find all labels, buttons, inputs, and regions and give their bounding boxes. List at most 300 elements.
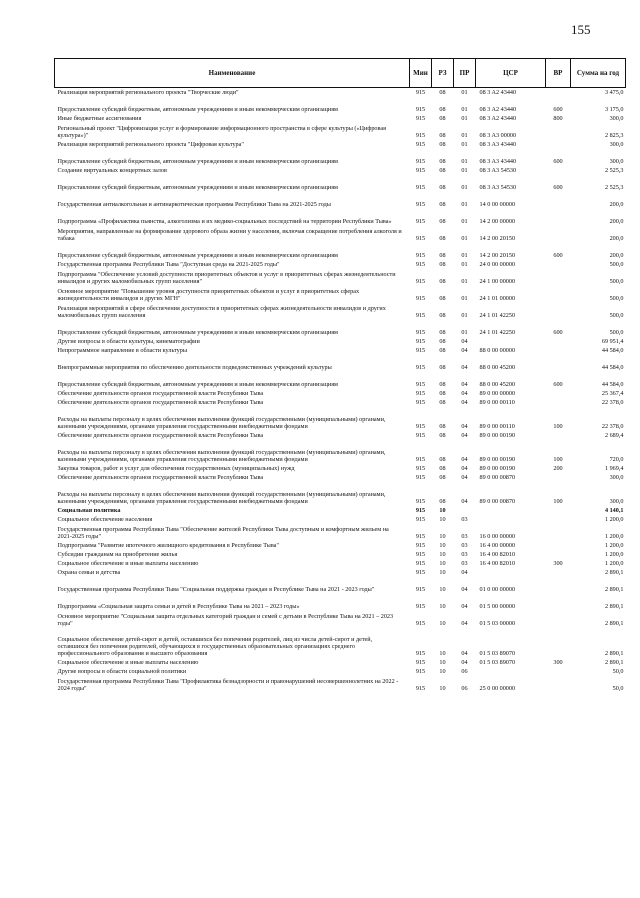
- cell-pr: 03: [461, 533, 468, 541]
- cell-name: Государственная программа Республики Тыва "Доступная среда на 2021-2025 годы": [57, 261, 280, 269]
- cell-sum: 200,0: [609, 252, 624, 260]
- table-row: [55, 550, 626, 559]
- cell-sum: 1 200,0: [604, 551, 624, 559]
- cell-min: 915: [415, 603, 426, 611]
- cell-vr: [546, 389, 571, 398]
- cell-csr: 24 1 01 00000: [479, 295, 516, 303]
- cell-vr: 600: [553, 381, 563, 389]
- cell-csr: 89 0 00 00190: [479, 465, 516, 473]
- cell-csr: 16 4 00 82010: [479, 560, 516, 568]
- cell-min: 915: [415, 399, 426, 407]
- cell-sum: 300,0: [609, 158, 624, 166]
- table-row: [55, 149, 626, 166]
- cell-pr: 04: [461, 659, 468, 667]
- cell-min: 915: [415, 338, 426, 346]
- cell-rz: 08: [439, 329, 446, 337]
- table-row: [55, 658, 626, 667]
- cell-sum: 500,0: [609, 295, 624, 303]
- page-number: 155: [571, 22, 591, 37]
- cell-pr: 01: [461, 201, 468, 209]
- cell-name: Обеспечение деятельности органов государственной власти Республики Тыва: [57, 474, 264, 482]
- cell-csr: 14 2 00 20150: [479, 235, 516, 243]
- cell-sum: 22 378,0: [601, 399, 624, 407]
- cell-rz: 10: [439, 685, 446, 693]
- cell-sum: 4 140,1: [604, 507, 624, 515]
- cell-min: 915: [415, 312, 426, 320]
- cell-min: 915: [415, 560, 426, 568]
- cell-pr: 04: [461, 465, 468, 473]
- cell-min: 915: [415, 218, 426, 226]
- cell-min: 915: [415, 474, 426, 482]
- cell-rz: 10: [439, 668, 446, 676]
- cell-csr: 08 3 A3 00000: [479, 132, 517, 140]
- cell-min: 915: [415, 364, 426, 372]
- table-row: [55, 243, 626, 260]
- cell-min: 915: [415, 465, 426, 473]
- cell-sum: 200,0: [609, 235, 624, 243]
- cell-vr: [546, 667, 571, 676]
- cell-vr: 100: [553, 423, 563, 431]
- cell-min: 915: [415, 115, 426, 123]
- cell-vr: [546, 140, 571, 149]
- cell-rz: 08: [439, 106, 446, 114]
- cell-name: Реализация мероприятий регионального проекта "Цифровая культура": [57, 141, 244, 149]
- cell-pr: 01: [461, 235, 468, 243]
- cell-sum: 2 890,1: [604, 569, 624, 577]
- table-row: [55, 192, 626, 209]
- cell-min: 915: [415, 390, 426, 398]
- cell-name: Государственная программа Республики Тыва "Обеспечение жителей Республики Тыва доступным и комфортным жильем на 2021-2025 годы": [57, 526, 389, 541]
- cell-sum: 1 200,0: [604, 533, 624, 541]
- cell-csr: 14 2 00 20150: [479, 252, 516, 260]
- cell-rz: 08: [439, 218, 446, 226]
- cell-csr: 16 0 00 00000: [479, 533, 516, 541]
- cell-name: Субсидии гражданам на приобретение жилья: [57, 551, 178, 559]
- cell-name: Предоставление субсидий бюджетным, автономным учреждениям и иным некоммерческим организациям: [57, 381, 338, 389]
- cell-min: 915: [415, 201, 426, 209]
- cell-csr: 89 0 00 00110: [479, 423, 515, 431]
- cell-pr: 03: [461, 551, 468, 559]
- cell-pr: 01: [461, 167, 468, 175]
- cell-sum: 50,0: [612, 668, 624, 676]
- cell-pr: 04: [461, 456, 468, 464]
- cell-rz: 08: [439, 312, 446, 320]
- cell-rz: 10: [439, 560, 446, 568]
- cell-csr: 08 3 A2 43440: [479, 106, 517, 114]
- cell-min: 915: [415, 507, 426, 515]
- cell-sum: 300,0: [609, 474, 624, 482]
- cell-sum: 2 525,3: [604, 167, 624, 175]
- header-min: Мин: [410, 59, 432, 88]
- cell-vr: [546, 506, 571, 515]
- cell-name: Подпрограмма "Обеспечение условий доступности приоритетных объектов и услуг в приоритетных сферах жизнедеятельности инвалидов и других маломобильных групп населения": [57, 271, 396, 286]
- cell-rz: 08: [439, 201, 446, 209]
- table-row: [55, 286, 626, 303]
- cell-csr: 01 5 03 00000: [479, 620, 516, 628]
- cell-csr: 89 0 00 00000: [479, 390, 516, 398]
- cell-min: 915: [415, 278, 426, 286]
- cell-min: 915: [415, 586, 426, 594]
- cell-name: Обеспечение деятельности органов государственной власти Республики Тыва: [57, 432, 264, 440]
- cell-csr: 24 1 01 42250: [479, 312, 516, 320]
- cell-rz: 08: [439, 423, 446, 431]
- cell-rz: 10: [439, 586, 446, 594]
- cell-vr: 200: [553, 465, 563, 473]
- cell-rz: 10: [439, 533, 446, 541]
- cell-min: 915: [415, 252, 426, 260]
- cell-pr: 06: [461, 685, 468, 693]
- cell-rz: 10: [439, 650, 446, 658]
- cell-csr: 08 3 A3 43440: [479, 141, 517, 149]
- header-pr: ПР: [454, 59, 476, 88]
- cell-csr: 01 0 00 00000: [479, 586, 516, 594]
- cell-sum: 2 890,1: [604, 603, 624, 611]
- cell-csr: 89 0 00 00870: [479, 474, 516, 482]
- cell-pr: 01: [461, 115, 468, 123]
- header-rz: РЗ: [432, 59, 454, 88]
- budget-table-container: [54, 58, 625, 693]
- cell-pr: 01: [461, 158, 468, 166]
- cell-min: 915: [415, 347, 426, 355]
- cell-sum: 2 890,1: [604, 650, 624, 658]
- cell-sum: 1 200,0: [604, 542, 624, 550]
- cell-pr: 04: [461, 364, 468, 372]
- cell-sum: 500,0: [609, 312, 624, 320]
- cell-pr: 06: [461, 668, 468, 676]
- cell-name: Социальная политика: [57, 507, 121, 515]
- cell-sum: 300,0: [609, 141, 624, 149]
- table-row: [55, 97, 626, 114]
- table-row: [55, 431, 626, 440]
- table-row: [55, 594, 626, 611]
- cell-vr: [546, 473, 571, 482]
- cell-sum: 2 525,3: [604, 184, 624, 192]
- cell-csr: 01 5 00 00000: [479, 603, 516, 611]
- cell-min: 915: [415, 685, 426, 693]
- cell-csr: 14 0 00 00000: [479, 201, 516, 209]
- cell-name: Социальное обеспечение и иные выплаты населению: [57, 659, 199, 667]
- cell-csr: 14 2 00 00000: [479, 218, 516, 226]
- cell-pr: 01: [461, 106, 468, 114]
- cell-csr: 24 0 00 00000: [479, 261, 516, 269]
- cell-pr: 04: [461, 432, 468, 440]
- cell-vr: [546, 303, 571, 320]
- cell-rz: 10: [439, 516, 446, 524]
- cell-name: Предоставление субсидий бюджетным, автономным учреждениям и иным некоммерческим организациям: [57, 329, 338, 337]
- cell-sum: 300,0: [609, 115, 624, 123]
- cell-rz: 10: [439, 659, 446, 667]
- cell-min: 915: [415, 432, 426, 440]
- cell-pr: 01: [461, 295, 468, 303]
- cell-name: Иные бюджетные ассигнования: [57, 115, 142, 123]
- table-row: [55, 473, 626, 482]
- cell-rz: 08: [439, 399, 446, 407]
- cell-pr: 04: [461, 586, 468, 594]
- cell-vr: [546, 577, 571, 594]
- cell-min: 915: [415, 533, 426, 541]
- table-row: [55, 372, 626, 389]
- cell-sum: 200,0: [609, 201, 624, 209]
- cell-sum: 1 200,0: [604, 560, 624, 568]
- table-row: [55, 175, 626, 192]
- cell-name: Закупка товаров, работ и услуг для обеспечения государственных (муниципальных) нужд: [57, 465, 295, 473]
- cell-sum: 720,0: [609, 456, 624, 464]
- header-name: Наименование: [55, 59, 410, 88]
- cell-vr: 800: [553, 115, 563, 123]
- cell-vr: 600: [553, 184, 563, 192]
- cell-sum: 500,0: [609, 329, 624, 337]
- cell-name: Предоставление субсидий бюджетным, автономным учреждениям и иным некоммерческим организациям: [57, 184, 338, 192]
- cell-name: Создание виртуальных концертных залов: [57, 167, 167, 175]
- cell-rz: 08: [439, 115, 446, 123]
- cell-pr: 04: [461, 381, 468, 389]
- table-row: [55, 482, 626, 506]
- cell-sum: 200,0: [609, 218, 624, 226]
- cell-min: 915: [415, 106, 426, 114]
- cell-rz: 08: [439, 295, 446, 303]
- cell-pr: 04: [461, 620, 468, 628]
- cell-min: 915: [415, 141, 426, 149]
- table-row: [55, 389, 626, 398]
- table-row: [55, 303, 626, 320]
- cell-name: Реализация мероприятий регионального проекта "Творческие люди": [57, 89, 239, 97]
- cell-vr: [546, 524, 571, 541]
- cell-rz: 08: [439, 347, 446, 355]
- cell-name: Реализация мероприятий в сфере обеспечения доступности в приоритетных сферах жизнедеятельности инвалидов и других маломобильных групп населения: [57, 305, 386, 320]
- cell-pr: 04: [461, 390, 468, 398]
- cell-csr: 01 5 03 89070: [479, 659, 516, 667]
- cell-min: 915: [415, 381, 426, 389]
- cell-vr: 600: [553, 329, 563, 337]
- cell-pr: 04: [461, 569, 468, 577]
- cell-pr: 01: [461, 261, 468, 269]
- cell-sum: 2 890,1: [604, 659, 624, 667]
- cell-min: 915: [415, 498, 426, 506]
- cell-vr: [546, 515, 571, 524]
- cell-vr: 600: [553, 252, 563, 260]
- cell-name: Расходы на выплаты персоналу в целях обеспечения выполнения функций государственными (муниципальными) органами, казенными учреждениями, органами управления государственными внебюджетными фондами: [57, 491, 386, 506]
- cell-name: Расходы на выплаты персоналу в целях обеспечения выполнения функций государственными (муниципальными) органами, казенными учреждениями, органами управления государственными внебюджетными фондами: [57, 449, 386, 464]
- cell-vr: [546, 550, 571, 559]
- cell-vr: [546, 398, 571, 407]
- cell-name: Подпрограмма «Профилактика пьянства, алкоголизма и их медико-социальных последствий на территории Республики Тыва»: [57, 218, 392, 226]
- cell-name: Расходы на выплаты персоналу в целях обеспечения выполнения функций государственными (муниципальными) органами, казенными учреждениями, органами управления государственными внебюджетными фондами: [57, 416, 386, 431]
- cell-csr: 01 5 03 89070: [479, 650, 516, 658]
- cell-name: Обеспечение деятельности органов государственной власти Республики Тыва: [57, 399, 264, 407]
- cell-csr: 25 0 00 00000: [479, 685, 516, 693]
- cell-name: Региональный проект "Цифровизация услуг и формирование информационного пространства в сфере культуры («Цифровая культура»)": [57, 125, 386, 140]
- cell-min: 915: [415, 184, 426, 192]
- cell-name: Предоставление субсидий бюджетным, автономным учреждениям и иным некоммерческим организациям: [57, 106, 338, 114]
- cell-rz: 08: [439, 474, 446, 482]
- cell-sum: 300,0: [609, 498, 624, 506]
- cell-rz: 08: [439, 252, 446, 260]
- cell-min: 915: [415, 89, 426, 97]
- cell-pr: 01: [461, 329, 468, 337]
- header-sum: Сумма на год: [571, 59, 626, 88]
- cell-rz: 10: [439, 603, 446, 611]
- table-row: [55, 320, 626, 337]
- cell-rz: 08: [439, 364, 446, 372]
- cell-rz: 08: [439, 278, 446, 286]
- cell-csr: 16 4 00 00000: [479, 542, 516, 550]
- cell-min: 915: [415, 650, 426, 658]
- cell-rz: 10: [439, 551, 446, 559]
- cell-vr: [546, 123, 571, 140]
- cell-sum: 25 367,4: [601, 390, 624, 398]
- cell-vr: [546, 346, 571, 355]
- cell-vr: 100: [553, 498, 563, 506]
- cell-vr: 300: [553, 659, 563, 667]
- cell-vr: [546, 628, 571, 658]
- cell-pr: 03: [461, 542, 468, 550]
- cell-sum: 1 200,0: [604, 516, 624, 524]
- cell-min: 915: [415, 167, 426, 175]
- cell-sum: 44 584,0: [601, 347, 624, 355]
- cell-csr: [476, 506, 546, 515]
- cell-csr: 08 3 A3 43440: [479, 158, 517, 166]
- cell-sum: 3 475,0: [604, 89, 624, 97]
- cell-csr: [476, 667, 546, 676]
- cell-csr: 24 1 00 00000: [479, 278, 516, 286]
- table-row: [55, 464, 626, 473]
- table-row: [55, 568, 626, 577]
- table-body: [55, 88, 626, 693]
- cell-rz: 08: [439, 235, 446, 243]
- cell-pr: [454, 506, 476, 515]
- cell-vr: [546, 260, 571, 269]
- cell-min: 915: [415, 456, 426, 464]
- cell-name: Социальное обеспечение детей-сирот и детей, оставшихся без попечения родителей, лиц из числа детей-сирот и детей, оставшихся без попечения родителей, обучающихся в государственных образовательных организациях среднего профессионального образования и высшего образования: [57, 635, 373, 658]
- cell-rz: 08: [439, 184, 446, 192]
- cell-vr: [546, 611, 571, 628]
- cell-min: 915: [415, 329, 426, 337]
- cell-rz: 08: [439, 338, 446, 346]
- cell-pr: 03: [461, 560, 468, 568]
- cell-name: Мероприятия, направленные на формирование здорового образа жизни у населения, включая сокращение потребления алкоголя и табака: [57, 228, 402, 243]
- cell-rz: 08: [439, 167, 446, 175]
- cell-pr: 04: [461, 474, 468, 482]
- table-row: [55, 611, 626, 628]
- cell-min: 915: [415, 668, 426, 676]
- cell-pr: 01: [461, 312, 468, 320]
- cell-name: Охрана семьи и детства: [57, 569, 121, 577]
- cell-csr: [476, 515, 546, 524]
- cell-min: 915: [415, 235, 426, 243]
- cell-pr: 04: [461, 423, 468, 431]
- header-csr: ЦСР: [476, 59, 546, 88]
- cell-name: Предоставление субсидий бюджетным, автономным учреждениям и иным некоммерческим организациям: [57, 252, 338, 260]
- cell-vr: [546, 192, 571, 209]
- cell-pr: 01: [461, 278, 468, 286]
- table-row: [55, 398, 626, 407]
- cell-pr: 04: [461, 603, 468, 611]
- cell-min: 915: [415, 261, 426, 269]
- cell-pr: 01: [461, 141, 468, 149]
- table-row: [55, 355, 626, 372]
- cell-vr: 100: [553, 456, 563, 464]
- cell-min: 915: [415, 569, 426, 577]
- cell-min: 915: [415, 542, 426, 550]
- cell-rz: 08: [439, 498, 446, 506]
- cell-csr: 08 3 A2 43440: [479, 115, 517, 123]
- cell-name: Государственная программа Республики Тыва "Социальная поддержка граждан в Республике Тыва на 2021 - 2023 годы": [57, 586, 375, 594]
- cell-name: Обеспечение деятельности органов государственной власти Республики Тыва: [57, 390, 264, 398]
- table-row: [55, 407, 626, 431]
- cell-rz: 10: [439, 542, 446, 550]
- table-row: [55, 559, 626, 568]
- cell-vr: [546, 355, 571, 372]
- budget-table: [54, 58, 626, 693]
- cell-sum: 2 890,1: [604, 586, 624, 594]
- cell-min: 915: [415, 551, 426, 559]
- cell-min: 915: [415, 423, 426, 431]
- cell-min: 915: [415, 132, 426, 140]
- cell-pr: 03: [461, 516, 468, 524]
- cell-vr: [546, 286, 571, 303]
- cell-sum: 2 689,4: [604, 432, 624, 440]
- table-row: [55, 676, 626, 693]
- cell-csr: 08 3 A2 43440: [479, 89, 517, 97]
- cell-name: Основное мероприятие "Повышение уровня доступности приоритетных объектов и услуг в приоритетных сферах жизнедеятельности инвалидов и других МГН": [57, 288, 360, 303]
- cell-vr: 600: [553, 158, 563, 166]
- cell-sum: 44 584,0: [601, 381, 624, 389]
- cell-csr: 08 3 A3 54530: [479, 167, 517, 175]
- cell-min: 915: [415, 295, 426, 303]
- cell-name: Непрограммное направление в области культуры: [57, 347, 187, 355]
- table-row: [55, 209, 626, 226]
- cell-name: Другие вопросы в области социальной политики: [57, 668, 187, 676]
- cell-pr: 04: [461, 338, 468, 346]
- cell-vr: [546, 337, 571, 346]
- cell-pr: 01: [461, 89, 468, 97]
- cell-csr: 24 1 01 42250: [479, 329, 516, 337]
- cell-min: 915: [415, 516, 426, 524]
- cell-vr: [546, 209, 571, 226]
- cell-pr: 01: [461, 218, 468, 226]
- table-row: [55, 269, 626, 286]
- table-row: [55, 166, 626, 175]
- header-vr: ВР: [546, 59, 571, 88]
- cell-vr: [546, 541, 571, 550]
- cell-sum: 500,0: [609, 278, 624, 286]
- cell-pr: 01: [461, 252, 468, 260]
- cell-pr: 01: [461, 132, 468, 140]
- cell-pr: 01: [461, 184, 468, 192]
- cell-rz: 08: [439, 456, 446, 464]
- table-row: [55, 577, 626, 594]
- cell-name: Предоставление субсидий бюджетным, автономным учреждениям и иным некоммерческим организациям: [57, 158, 338, 166]
- table-row: [55, 667, 626, 676]
- cell-rz: 08: [439, 261, 446, 269]
- cell-sum: 44 584,0: [601, 364, 624, 372]
- table-row: [55, 114, 626, 123]
- cell-csr: 89 0 00 00190: [479, 456, 516, 464]
- cell-min: 915: [415, 620, 426, 628]
- cell-rz: 08: [439, 432, 446, 440]
- cell-sum: 69 951,4: [601, 338, 624, 346]
- cell-rz: 10: [439, 507, 446, 515]
- cell-csr: 89 0 00 00190: [479, 432, 516, 440]
- cell-name: Другие вопросы в области культуры, кинематографии: [57, 338, 200, 346]
- cell-name: Социальное обеспечение и иные выплаты населению: [57, 560, 199, 568]
- cell-vr: [546, 166, 571, 175]
- cell-pr: 04: [461, 650, 468, 658]
- cell-vr: 600: [553, 106, 563, 114]
- table-row: [55, 226, 626, 243]
- cell-vr: [546, 88, 571, 97]
- cell-name: Подпрограмма "Развитие ипотечного жилищного кредитования в Республике Тыва": [57, 542, 279, 550]
